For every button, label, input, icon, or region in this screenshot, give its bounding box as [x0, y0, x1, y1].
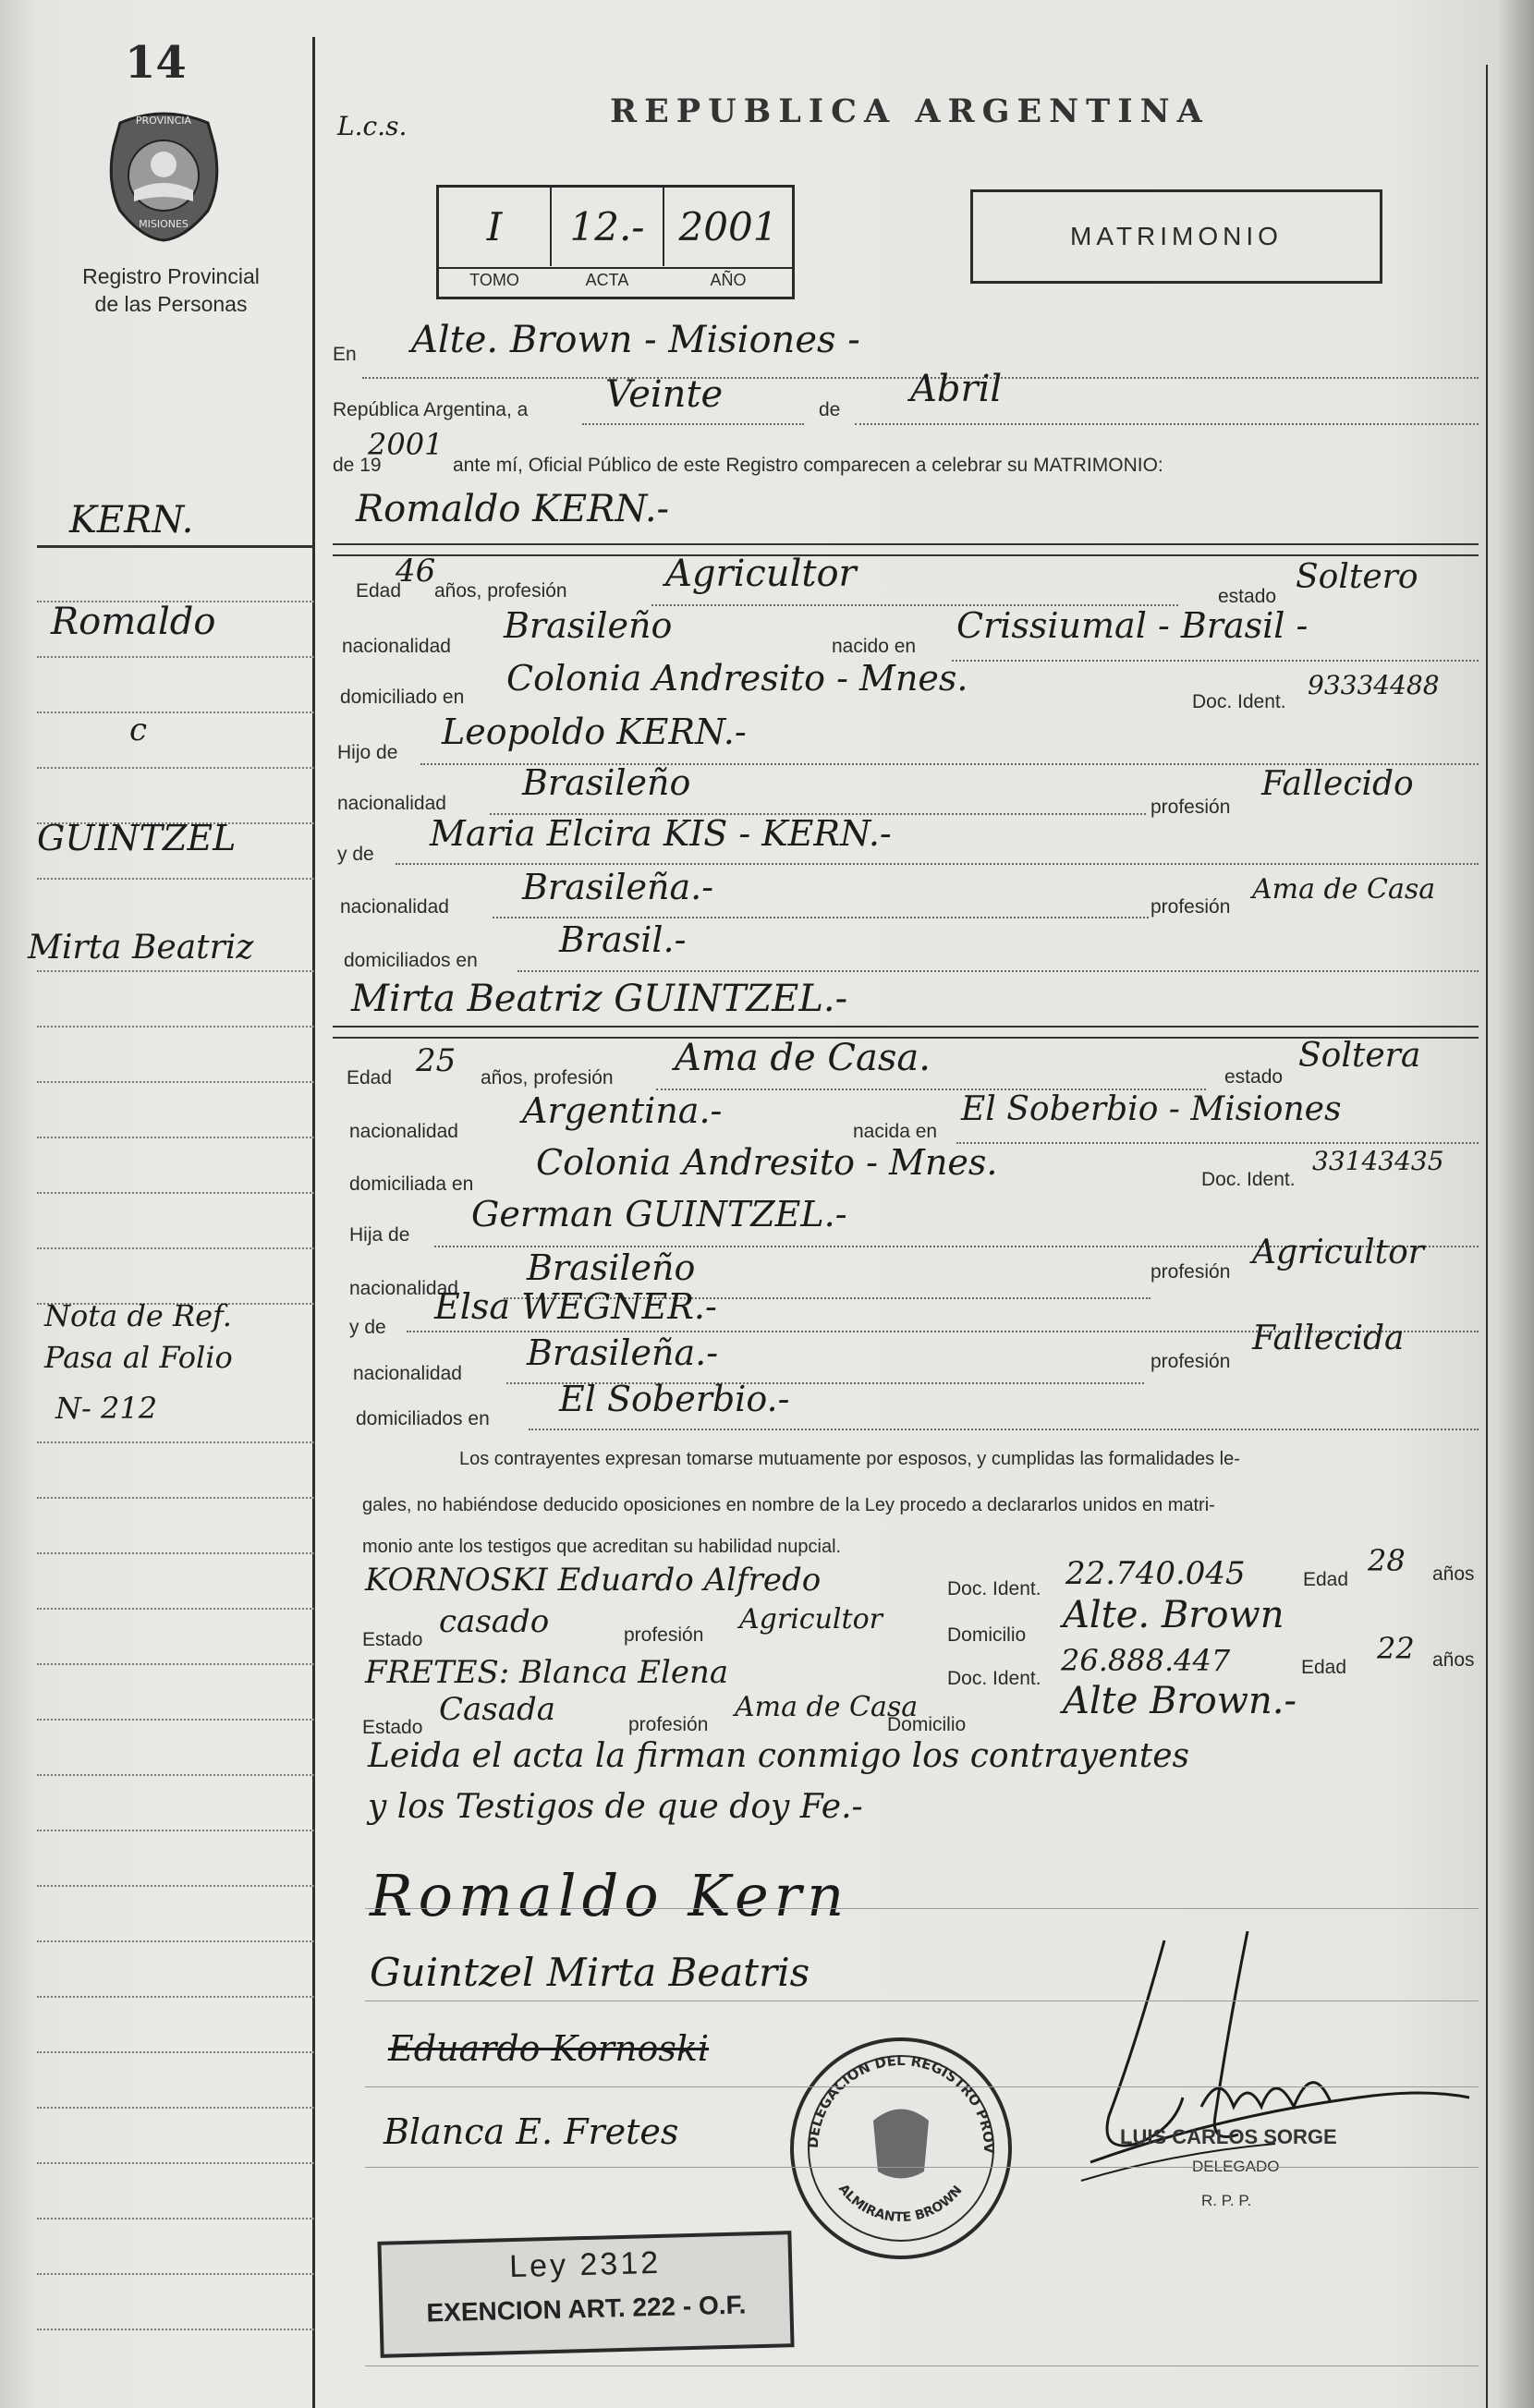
groom-birthplace: Crissiumal - Brasil - — [956, 605, 1309, 646]
seal-text-bottom: MISIONES — [139, 218, 189, 230]
bride-doc-label: Doc. Ident. — [1201, 1169, 1296, 1190]
exemption-stamp — [377, 2231, 794, 2358]
groom-hijo-label: Hijo de — [337, 742, 398, 763]
groom-domiciliados-label: domiciliados en — [344, 950, 478, 971]
groom-age: 46 — [396, 553, 436, 590]
bride-father-nationality: Brasileño — [527, 1247, 696, 1288]
witness1-doc: 22.740.045 — [1065, 1555, 1246, 1592]
groom-mother-nationality: Brasileña.- — [522, 867, 714, 907]
acta-value: 12.- — [569, 204, 645, 249]
groom-full-name: Romaldo KERN.- — [356, 488, 670, 530]
declaration-line2: gales, no habiéndose deducido oposiciones en nombre de la Ley procedo a declararlos unidos en matri- — [362, 1495, 1215, 1515]
provincial-seal — [102, 109, 226, 243]
bride-father: German GUINTZEL.- — [471, 1194, 847, 1234]
tomo-value: I — [486, 204, 503, 249]
witness1-estado-label: Estado — [362, 1629, 423, 1650]
groom-nacionalidad-label: nacionalidad — [342, 636, 451, 657]
bride-edad-label: Edad — [347, 1067, 393, 1088]
groom-estado: Soltero — [1296, 558, 1418, 596]
witness2-estado-label: Estado — [362, 1717, 423, 1738]
witness1-domicilio-label: Domicilio — [947, 1624, 1027, 1646]
witness1-anos-label: años — [1432, 1563, 1475, 1585]
bride-yde-label: y de — [349, 1317, 386, 1338]
bride-mother-nationality: Brasileña.- — [527, 1332, 719, 1373]
registry-name — [55, 262, 286, 318]
acta-label: ACTA — [585, 271, 629, 289]
official-stamp-name: LUIS CARLOS SORGE — [1120, 2125, 1337, 2148]
margin-bride-surname: GUINTZEL — [37, 818, 237, 858]
country-title: REPUBLICA ARGENTINA — [610, 92, 1210, 130]
official-stamp-org: R. P. P. — [1201, 2192, 1252, 2209]
witness2-doc-label: Doc. Ident. — [947, 1668, 1041, 1689]
round-stamp-text: DELEGACION DEL REGISTRO PROV — [804, 2051, 998, 2154]
signature-bride: Guintzel Mirta Beatris — [370, 1950, 810, 1995]
bride-nationality: Argentina.- — [522, 1090, 723, 1131]
registry-name-line2: de las Personas — [94, 292, 248, 316]
groom-nationality: Brasileño — [504, 605, 673, 646]
tomo-label: TOMO — [469, 271, 519, 289]
signature-witness2: Blanca E. Fretes — [384, 2111, 679, 2152]
margin-groom-name: Romaldo — [51, 601, 216, 643]
margin-note-line3: N- 212 — [55, 1391, 158, 1426]
groom-father-profesion-label: profesión — [1150, 797, 1231, 818]
groom-father: Leopoldo KERN.- — [442, 711, 747, 752]
bride-father-profesion-label: profesión — [1150, 1261, 1231, 1283]
witness2-domicile: Alte Brown.- — [1063, 1680, 1297, 1722]
bride-doc: 33143435 — [1312, 1146, 1444, 1176]
registry-name-line1: Registro Provincial — [82, 264, 260, 288]
groom-yde-label: y de — [337, 844, 374, 865]
witness1-estado: casado — [439, 1603, 550, 1640]
declaration-line3: monio ante los testigos que acreditan su habilidad nupcial. — [362, 1537, 842, 1557]
margin-note-line2: Pasa al Folio — [44, 1340, 233, 1375]
ano-label: AÑO — [710, 271, 747, 289]
en-label: En — [333, 344, 357, 365]
witness2-domicilio-label: Domicilio — [887, 1714, 967, 1735]
bride-domicile: Colonia Andresito - Mnes. — [536, 1142, 998, 1183]
official-stamp-title: DELEGADO — [1192, 2158, 1280, 2175]
bride-father-nacionalidad-label: nacionalidad — [349, 1278, 458, 1299]
groom-profession: Agricultor — [665, 553, 857, 595]
witness1-doc-label: Doc. Ident. — [947, 1578, 1041, 1599]
bride-hija-label: Hija de — [349, 1224, 410, 1246]
bride-mother-profesion-label: profesión — [1150, 1351, 1231, 1372]
declaration-line1: Los contrayentes expresan tomarse mutuamente por esposos, y cumplidas las formalidades le- — [459, 1449, 1240, 1469]
bride-mother: Elsa WEGNER.- — [434, 1286, 717, 1327]
groom-father-profession: Fallecido — [1261, 765, 1414, 803]
svg-text:ALMIRANTE BROWN — [835, 2182, 966, 2225]
bride-birthplace: El Soberbio - Misiones — [961, 1090, 1342, 1128]
bride-father-profession: Agricultor — [1252, 1234, 1424, 1271]
bride-profession: Ama de Casa. — [675, 1037, 931, 1079]
groom-domicile: Colonia Andresito - Mnes. — [506, 658, 968, 699]
groom-doc-label: Doc. Ident. — [1192, 691, 1286, 712]
bride-parents-domicile: El Soberbio.- — [559, 1379, 790, 1419]
bride-age: 25 — [416, 1042, 457, 1079]
round-registry-stamp — [785, 2033, 1017, 2264]
groom-domiciliado-label: domiciliado en — [340, 687, 465, 708]
initials: L.c.s. — [337, 111, 408, 141]
bride-anos-profesion-label: años, profesión — [481, 1067, 614, 1088]
de19-label: de 19 — [333, 455, 382, 476]
exemption-line1: Ley 2312 — [508, 2244, 662, 2285]
day: Veinte — [605, 373, 724, 416]
de-label: de — [819, 399, 841, 420]
groom-mother-nacionalidad-label: nacionalidad — [340, 896, 449, 918]
bride-full-name: Mirta Beatriz GUINTZEL.- — [351, 978, 848, 1020]
bride-estado-label: estado — [1224, 1066, 1284, 1088]
exemption-line2: EXENCION ART. 222 - O.F. — [426, 2290, 747, 2328]
witness2-name: FRETES: Blanca Elena — [365, 1654, 729, 1691]
right-border-line — [1486, 65, 1488, 2408]
groom-father-nationality: Brasileño — [522, 762, 691, 803]
bride-nacionalidad-label: nacionalidad — [349, 1121, 458, 1142]
witness2-estado: Casada — [439, 1691, 556, 1728]
groom-nacido-label: nacido en — [832, 636, 917, 657]
witness2-profession: Ama de Casa — [735, 1691, 919, 1723]
groom-mother: Maria Elcira KIS - KERN.- — [430, 813, 892, 854]
groom-mother-profession: Ama de Casa — [1252, 873, 1436, 906]
record-box — [436, 185, 795, 299]
witness2-age: 22 — [1377, 1631, 1415, 1666]
witness1-profession: Agricultor — [739, 1603, 883, 1636]
bride-nacida-label: nacida en — [853, 1121, 938, 1142]
republica-label: República Argentina, a — [333, 399, 529, 420]
witness2-edad-label: Edad — [1301, 1657, 1347, 1678]
witness2-doc: 26.888.447 — [1061, 1643, 1231, 1678]
margin-groom-surname: KERN. — [69, 499, 194, 541]
record-type: MATRIMONIO — [1070, 222, 1283, 250]
signature-witness1: Eduardo Kornoski — [388, 2028, 710, 2069]
groom-estado-label: estado — [1218, 586, 1277, 607]
witness1-profesion-label: profesión — [624, 1624, 704, 1646]
year: 2001 — [368, 427, 444, 462]
comparecen-text: ante mí, Oficial Público de este Registro comparecen a celebrar su MATRIMONIO: — [453, 455, 1163, 476]
bride-domiciliada-label: domiciliada en — [349, 1174, 474, 1195]
page-number: 14 — [125, 37, 187, 89]
groom-doc: 93334488 — [1308, 670, 1440, 700]
margin-bride-name: Mirta Beatriz — [28, 929, 254, 967]
month: Abril — [910, 368, 1003, 410]
record-type-box — [970, 189, 1382, 284]
bride-mother-profession: Fallecida — [1252, 1320, 1405, 1357]
groom-parents-domicile: Brasil.- — [559, 919, 687, 960]
seal-text-top: PROVINCIA — [135, 115, 192, 127]
witness1-edad-label: Edad — [1303, 1569, 1349, 1590]
margin-rule — [37, 545, 314, 548]
groom-mother-profesion-label: profesión — [1150, 896, 1231, 918]
signature-groom: Romaldo Kern — [370, 1862, 850, 1929]
round-stamp-place: ALMIRANTE BROWN — [834, 2181, 966, 2226]
place: Alte. Brown - Misiones - — [411, 319, 860, 361]
groom-anos-profesion-label: años, profesión — [434, 580, 567, 602]
witness1-domicile: Alte. Brown — [1063, 1594, 1284, 1636]
bride-estado: Soltera — [1298, 1037, 1421, 1075]
witness1-name: KORNOSKI Eduardo Alfredo — [365, 1562, 822, 1599]
witness2-anos-label: años — [1432, 1649, 1475, 1671]
bride-mother-nacionalidad-label: nacionalidad — [353, 1363, 462, 1384]
closing-line1: Leida el acta la firman conmigo los contrayentes — [368, 1737, 1189, 1775]
groom-father-nacionalidad-label: nacionalidad — [337, 793, 446, 814]
witness1-age: 28 — [1368, 1543, 1406, 1578]
witness2-profesion-label: profesión — [628, 1714, 709, 1735]
margin-note-line1: Nota de Ref. — [44, 1298, 232, 1333]
groom-edad-label: Edad — [356, 580, 402, 602]
bride-domiciliados-label: domiciliados en — [356, 1408, 490, 1429]
margin-connector: c — [129, 711, 148, 748]
closing-line2: y los Testigos de que doy Fe.- — [368, 1788, 863, 1826]
ano-value: 2001 — [678, 204, 778, 249]
